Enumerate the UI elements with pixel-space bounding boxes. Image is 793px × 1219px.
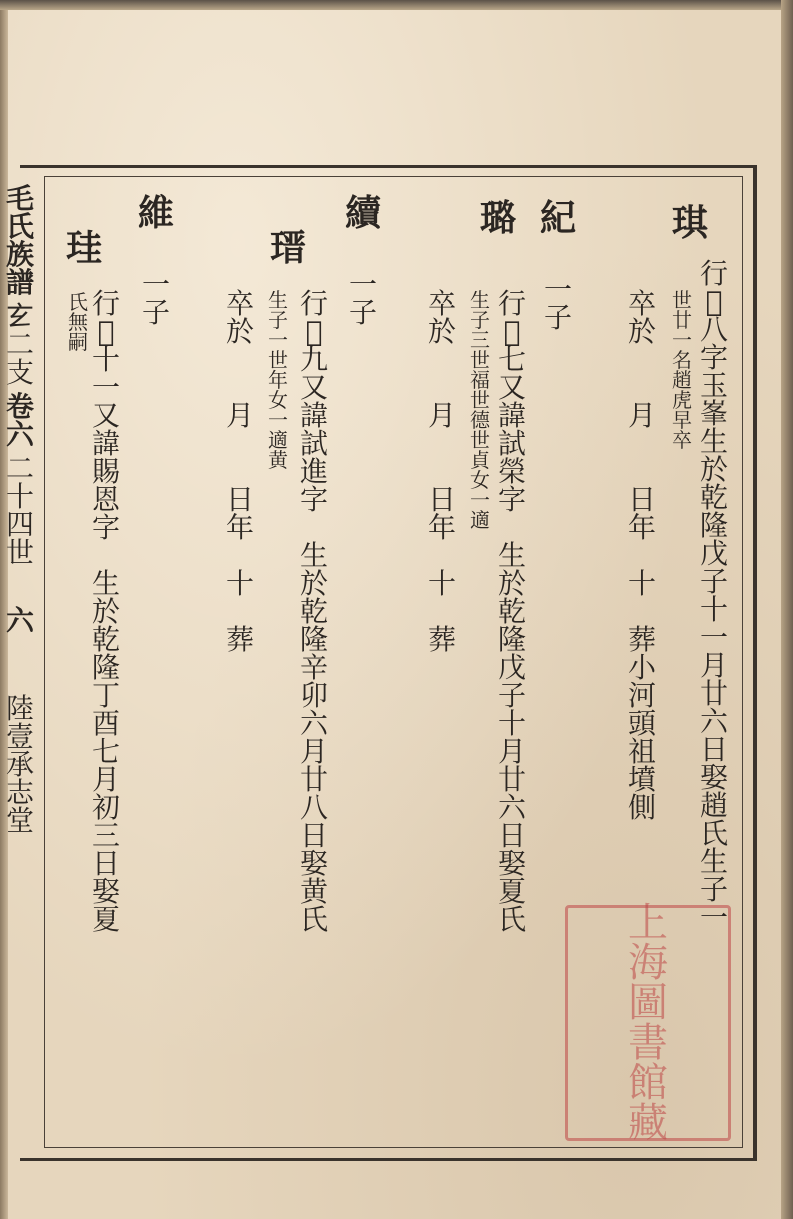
glyph: 生 xyxy=(268,288,288,312)
glyph: 日 xyxy=(700,733,729,766)
margin-column xyxy=(6,182,35,837)
glyph: 生 xyxy=(498,539,527,572)
glyph xyxy=(438,374,447,402)
glyph: 世 xyxy=(6,536,35,569)
glyph: 子 xyxy=(268,308,288,332)
entry-jin-line2 xyxy=(268,290,288,470)
glyph xyxy=(236,542,245,570)
glyph: 嗣 xyxy=(68,330,88,354)
glyph: 子 xyxy=(470,308,490,332)
glyph xyxy=(638,542,647,570)
glyph: 又 xyxy=(300,371,329,404)
entry-lu-name-col xyxy=(480,197,517,239)
glyph: 瑨 xyxy=(270,227,307,269)
glyph xyxy=(638,598,647,626)
glyph: 字 xyxy=(700,341,729,374)
glyph: 氏 xyxy=(498,903,527,936)
entry-name xyxy=(540,197,577,239)
glyph: 承 xyxy=(6,748,35,781)
glyph: 七 xyxy=(92,735,121,768)
glyph: 娶 xyxy=(700,761,729,794)
glyph: 十 xyxy=(498,707,527,740)
entry-text xyxy=(142,268,171,329)
entry-jin-name-col xyxy=(270,227,307,269)
glyph: 女 xyxy=(470,468,490,492)
margin-generation xyxy=(6,452,35,569)
glyph: 葬 xyxy=(226,623,255,656)
entry-jin-line3 xyxy=(226,287,255,656)
glyph: 諱 xyxy=(498,399,527,432)
glyph: 世 xyxy=(470,428,490,452)
glyph: 行 xyxy=(92,287,121,320)
glyph: 一 xyxy=(672,328,692,352)
entry-text xyxy=(628,287,657,824)
glyph: 行 xyxy=(300,287,329,320)
glyph: 藏 xyxy=(628,1100,668,1146)
glyph xyxy=(236,598,245,626)
glyph: 維 xyxy=(138,192,175,234)
glyph: 上 xyxy=(628,900,668,946)
glyph: 六 xyxy=(700,705,729,738)
glyph: 玉 xyxy=(700,369,729,402)
glyph: 六 xyxy=(6,418,35,451)
glyph: 一 xyxy=(700,621,729,654)
glyph: 七 xyxy=(498,343,527,376)
glyph: 月 xyxy=(92,763,121,796)
glyph: 諱 xyxy=(92,427,121,460)
glyph: 陸 xyxy=(6,692,35,725)
glyph: 續 xyxy=(345,192,382,234)
glyph: 族 xyxy=(6,238,35,271)
glyph: 氏 xyxy=(68,290,88,314)
entry-gui-line1 xyxy=(92,287,121,936)
glyph: 𣲖 xyxy=(705,285,723,318)
glyph: 黄 xyxy=(268,448,288,472)
glyph: 祖 xyxy=(628,735,657,768)
glyph: 夏 xyxy=(498,875,527,908)
entry-qi-line1 xyxy=(700,257,729,934)
entry-lu-line1 xyxy=(498,287,527,936)
glyph: 一 xyxy=(268,408,288,432)
glyph: 德 xyxy=(470,408,490,432)
glyph: 河 xyxy=(628,679,657,712)
glyph: 日 xyxy=(498,819,527,852)
glyph: 於 xyxy=(700,453,729,486)
glyph: 廿 xyxy=(300,763,329,796)
glyph: 譜 xyxy=(6,266,35,299)
entry-name xyxy=(66,227,103,269)
glyph: 乾 xyxy=(92,623,121,656)
entry-text xyxy=(300,287,329,936)
glyph: 六 xyxy=(6,604,35,637)
glyph: 女 xyxy=(268,388,288,412)
glyph xyxy=(638,430,647,458)
right-edge xyxy=(781,0,793,1219)
glyph: 於 xyxy=(498,567,527,600)
glyph: 十 xyxy=(6,480,35,513)
library-seal-stamp xyxy=(565,900,731,1146)
glyph xyxy=(438,430,447,458)
glyph: 生 xyxy=(470,288,490,312)
margin-printer xyxy=(6,692,35,837)
glyph: 榮 xyxy=(498,455,527,488)
glyph: 年 xyxy=(428,511,457,544)
glyph: 峯 xyxy=(700,397,729,430)
glyph: 葬 xyxy=(428,623,457,656)
entry-jin-line1 xyxy=(300,287,329,936)
glyph: 生 xyxy=(700,425,729,458)
glyph: 年 xyxy=(268,368,288,392)
glyph: 六 xyxy=(498,791,527,824)
glyph: 子 xyxy=(142,296,171,329)
glyph: 年 xyxy=(226,511,255,544)
glyph: 圖 xyxy=(628,980,668,1026)
glyph: 卯 xyxy=(300,679,329,712)
entry-name xyxy=(138,192,175,234)
glyph xyxy=(236,374,245,402)
glyph: 𣲖 xyxy=(503,315,521,348)
glyph: 月 xyxy=(498,735,527,768)
seal-text xyxy=(628,900,668,1146)
glyph: 隆 xyxy=(300,623,329,656)
glyph xyxy=(638,374,647,402)
glyph: 葬 xyxy=(628,623,657,656)
entry-xu-name-col xyxy=(345,192,382,329)
glyph: 氏 xyxy=(300,903,329,936)
glyph: 壹 xyxy=(6,720,35,753)
glyph: 趙 xyxy=(672,368,692,392)
glyph: 小 xyxy=(628,651,657,684)
glyph: 海 xyxy=(628,940,668,986)
glyph: 世 xyxy=(470,388,490,412)
glyph: 一 xyxy=(268,328,288,352)
glyph: 月 xyxy=(628,399,657,432)
glyph: 丁 xyxy=(92,679,121,712)
glyph: 日 xyxy=(428,483,457,516)
glyph: 隆 xyxy=(498,623,527,656)
glyph: 側 xyxy=(628,791,657,824)
glyph: 年 xyxy=(628,511,657,544)
entry-text xyxy=(498,287,527,936)
glyph: 廿 xyxy=(700,677,729,710)
glyph: 廿 xyxy=(498,763,527,796)
glyph: 一 xyxy=(470,488,490,512)
glyph: 生 xyxy=(700,845,729,878)
glyph: 廿 xyxy=(672,308,692,332)
glyph: 毛 xyxy=(6,182,35,215)
glyph: 志 xyxy=(6,776,35,809)
glyph xyxy=(236,430,245,458)
margin-branch xyxy=(6,300,35,389)
glyph: 娶 xyxy=(92,875,121,908)
glyph: 卒 xyxy=(226,287,255,320)
glyph: 名 xyxy=(672,348,692,372)
glyph: 於 xyxy=(92,595,121,628)
glyph: 頭 xyxy=(628,707,657,740)
glyph: 子 xyxy=(349,296,378,329)
glyph: 月 xyxy=(700,649,729,682)
glyph: 月 xyxy=(300,735,329,768)
glyph xyxy=(438,542,447,570)
glyph: 子 xyxy=(700,873,729,906)
glyph: 四 xyxy=(6,508,35,541)
entry-name xyxy=(345,192,382,234)
glyph: 進 xyxy=(300,455,329,488)
glyph: 璐 xyxy=(480,197,517,239)
glyph: 紀 xyxy=(540,197,577,239)
glyph: 於 xyxy=(300,567,329,600)
glyph: 適 xyxy=(268,428,288,452)
glyph: 二 xyxy=(6,328,35,361)
entry-text xyxy=(470,290,490,530)
glyph: 子 xyxy=(498,679,527,712)
entry-name xyxy=(672,202,709,244)
glyph: 八 xyxy=(700,313,729,346)
glyph: 娶 xyxy=(300,847,329,880)
glyph: 行 xyxy=(700,257,729,290)
glyph: 試 xyxy=(498,427,527,460)
entry-qi-name-col xyxy=(672,202,709,244)
glyph: 福 xyxy=(470,368,490,392)
glyph: 支 xyxy=(6,356,35,389)
glyph: 九 xyxy=(300,343,329,376)
glyph: 十 xyxy=(226,567,255,600)
glyph: 賜 xyxy=(92,455,121,488)
entry-qi-line2 xyxy=(672,290,692,450)
glyph: 於 xyxy=(226,315,255,348)
glyph: 生 xyxy=(92,567,121,600)
entry-text xyxy=(68,292,88,352)
glyph: 十 xyxy=(700,593,729,626)
margin-title xyxy=(6,182,35,299)
glyph: 一 xyxy=(349,268,378,301)
glyph xyxy=(638,346,647,374)
glyph: 又 xyxy=(498,371,527,404)
glyph: 十 xyxy=(92,343,121,376)
glyph: 夏 xyxy=(92,903,121,936)
glyph: 子 xyxy=(544,301,573,334)
entry-text xyxy=(349,268,378,329)
glyph: 一 xyxy=(92,371,121,404)
glyph: 娶 xyxy=(498,847,527,880)
glyph: 𣲖 xyxy=(305,315,323,348)
glyph: 早 xyxy=(672,408,692,432)
glyph: 八 xyxy=(300,791,329,824)
glyph xyxy=(438,598,447,626)
glyph: 日 xyxy=(92,847,121,880)
glyph: 戊 xyxy=(700,537,729,570)
glyph: 戊 xyxy=(498,651,527,684)
glyph xyxy=(508,514,517,542)
glyph: 日 xyxy=(628,483,657,516)
glyph: 子 xyxy=(700,565,729,598)
glyph: 適 xyxy=(470,508,490,532)
glyph: 世 xyxy=(672,288,692,312)
glyph: 月 xyxy=(428,399,457,432)
entry-gui-line2 xyxy=(68,292,88,352)
glyph: 琪 xyxy=(672,202,709,244)
glyph: 三 xyxy=(92,819,121,852)
entry-lu-line2 xyxy=(470,290,490,530)
glyph xyxy=(236,346,245,374)
glyph: 酉 xyxy=(92,707,121,740)
glyph: 堂 xyxy=(6,804,35,837)
glyph: 隆 xyxy=(700,509,729,542)
top-edge xyxy=(0,0,793,10)
glyph: 一 xyxy=(544,273,573,306)
glyph: 乾 xyxy=(300,595,329,628)
glyph: 黄 xyxy=(300,875,329,908)
entry-text xyxy=(226,287,255,656)
glyph: 貞 xyxy=(470,448,490,472)
glyph: 初 xyxy=(92,791,121,824)
entry-text xyxy=(700,257,729,934)
entry-ji-name-col xyxy=(540,197,577,334)
glyph: 氏 xyxy=(6,210,35,243)
glyph: 𣲖 xyxy=(97,315,115,348)
glyph: 虎 xyxy=(672,388,692,412)
glyph: 又 xyxy=(92,399,121,432)
glyph: 卒 xyxy=(628,287,657,320)
glyph: 卒 xyxy=(672,428,692,452)
glyph: 於 xyxy=(628,315,657,348)
glyph: 三 xyxy=(470,328,490,352)
entry-wei-name-col xyxy=(138,192,175,329)
glyph: 二 xyxy=(6,452,35,485)
glyph: 卒 xyxy=(428,287,457,320)
glyph: 十 xyxy=(428,567,457,600)
entry-text xyxy=(268,290,288,470)
glyph xyxy=(438,346,447,374)
glyph: 一 xyxy=(142,268,171,301)
glyph: 珪 xyxy=(66,227,103,269)
glyph: 日 xyxy=(300,819,329,852)
glyph: 字 xyxy=(92,511,121,544)
glyph: 恩 xyxy=(92,483,121,516)
glyph: 無 xyxy=(68,310,88,334)
glyph: 乾 xyxy=(498,595,527,628)
glyph: 一 xyxy=(700,901,729,934)
glyph: 隆 xyxy=(92,651,121,684)
entry-gui-name-col xyxy=(66,227,103,269)
glyph: 月 xyxy=(226,399,255,432)
glyph: 字 xyxy=(498,483,527,516)
glyph: 卷 xyxy=(6,390,35,423)
entry-qi-line3 xyxy=(628,287,657,824)
glyph: 辛 xyxy=(300,651,329,684)
entry-text xyxy=(544,273,573,334)
glyph xyxy=(310,514,319,542)
glyph: 𤣥 xyxy=(6,300,35,333)
glyph xyxy=(638,458,647,486)
glyph: 世 xyxy=(470,348,490,372)
margin-volume xyxy=(6,390,35,451)
glyph xyxy=(236,458,245,486)
entry-text xyxy=(92,287,121,936)
glyph: 氏 xyxy=(700,817,729,850)
glyph: 乾 xyxy=(700,481,729,514)
glyph: 行 xyxy=(498,287,527,320)
entry-name xyxy=(480,197,517,239)
glyph: 試 xyxy=(300,427,329,460)
glyph: 諱 xyxy=(300,399,329,432)
glyph xyxy=(438,458,447,486)
glyph: 於 xyxy=(428,315,457,348)
glyph: 書 xyxy=(628,1020,668,1066)
glyph: 趙 xyxy=(700,789,729,822)
entry-text xyxy=(672,290,692,450)
glyph: 墳 xyxy=(628,763,657,796)
glyph: 字 xyxy=(300,483,329,516)
glyph: 世 xyxy=(268,348,288,372)
glyph: 十 xyxy=(628,567,657,600)
margin-folio xyxy=(6,604,35,637)
glyph xyxy=(102,542,111,570)
entry-lu-line3 xyxy=(428,287,457,656)
entry-text xyxy=(428,287,457,656)
glyph: 六 xyxy=(300,707,329,740)
entry-name xyxy=(270,227,307,269)
glyph: 生 xyxy=(300,539,329,572)
glyph: 日 xyxy=(226,483,255,516)
glyph: 館 xyxy=(628,1060,668,1106)
